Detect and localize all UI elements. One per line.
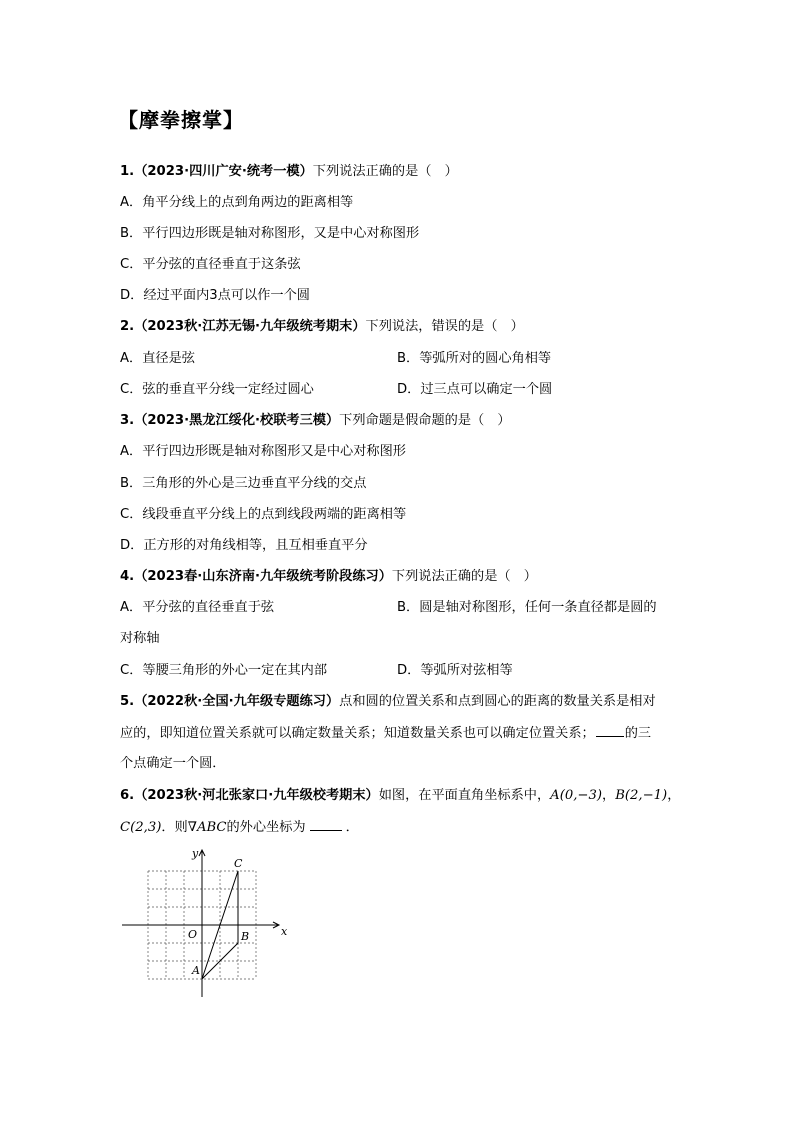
question-text: 点和圆的位置关系和点到圆心的距离的数量关系是相对 bbox=[339, 694, 656, 709]
option-b: B．平行四边形既是轴对称图形，又是中心对称图形 bbox=[120, 226, 420, 241]
question-source: （2023秋·江苏无锡·九年级统考期末） bbox=[134, 319, 366, 334]
point-a-label: A bbox=[192, 964, 200, 977]
question-text: 下列说法正确的是（ ） bbox=[391, 569, 537, 584]
point-b-label: B bbox=[241, 930, 250, 943]
option-c: C．平分弦的直径垂直于这条弦 bbox=[120, 257, 301, 272]
question-source: （2023·四川广安·统考一模） bbox=[134, 164, 313, 179]
question-5-line-3: 个点确定一个圆． bbox=[120, 756, 226, 771]
question-text: 如图，在平面直角坐标系中， bbox=[378, 788, 551, 803]
question-number: 1. bbox=[120, 164, 135, 179]
option-c: C．等腰三角形的外心一定在其内部 bbox=[120, 663, 328, 678]
answer-blank[interactable] bbox=[310, 818, 342, 831]
question-source: （2022秋·全国·九年级专题练习） bbox=[134, 694, 340, 709]
question-text: ．则 bbox=[161, 820, 188, 835]
axes bbox=[122, 850, 279, 997]
separator: ， bbox=[602, 788, 616, 803]
origin-label: O bbox=[188, 928, 198, 941]
option-c: C．线段垂直平分线上的点到线段两端的距离相等 bbox=[120, 507, 407, 522]
question-number: 6. bbox=[120, 788, 135, 803]
question-text: 下列说法，错误的是（ ） bbox=[365, 319, 524, 334]
x-axis-label: x bbox=[281, 925, 288, 938]
question-number: 3. bbox=[120, 413, 135, 428]
question-1-stem bbox=[120, 163, 458, 181]
option-d: D．经过平面内3点可以作一个圆 bbox=[120, 288, 310, 303]
coordinate-figure bbox=[118, 845, 293, 1000]
point-c-label: C bbox=[234, 857, 243, 870]
option-d: D．等弧所对弦相等 bbox=[397, 663, 513, 678]
triangle-symbol: ∇ABC bbox=[187, 820, 227, 835]
question-source: （2023春·山东济南·九年级统考阶段练习） bbox=[134, 569, 392, 584]
point-a-coordinates: A(0,−3) bbox=[550, 788, 603, 803]
question-6-line-2 bbox=[120, 818, 359, 837]
period: ． bbox=[345, 820, 359, 835]
option-a: A．平分弦的直径垂直于弦 bbox=[120, 600, 275, 615]
question-number: 4. bbox=[120, 569, 135, 584]
y-axis-label: y bbox=[192, 847, 199, 860]
question-source: （2023秋·河北张家口·九年级校考期末） bbox=[134, 788, 379, 803]
option-b: B．等弧所对的圆心角相等 bbox=[397, 351, 552, 366]
question-5-stem bbox=[120, 693, 656, 711]
option-d: D．过三点可以确定一个圆 bbox=[397, 382, 553, 397]
option-b: B．圆是轴对称图形，任何一条直径都是圆的 bbox=[397, 600, 657, 615]
point-b-coordinates: B(2,−1) bbox=[615, 788, 668, 803]
question-text: 下列命题是假命题的是（ ） bbox=[339, 413, 511, 428]
option-b-continued: 对称轴 bbox=[120, 631, 160, 646]
question-text: 的外心坐标为 bbox=[226, 820, 306, 835]
option-a: A．平行四边形既是轴对称图形又是中心对称图形 bbox=[120, 444, 406, 459]
option-a: A．直径是弦 bbox=[120, 351, 195, 366]
option-b: B．三角形的外心是三边垂直平分线的交点 bbox=[120, 476, 367, 491]
separator: ， bbox=[667, 788, 681, 803]
question-text: 的三 bbox=[624, 726, 652, 741]
question-number: 5. bbox=[120, 694, 135, 709]
question-6-stem bbox=[120, 787, 680, 805]
question-5-line-2 bbox=[120, 724, 651, 743]
point-c-coordinates: C(2,3) bbox=[120, 820, 162, 835]
option-d: D．正方形的对角线相等，且互相垂直平分 bbox=[120, 538, 368, 553]
question-2-stem bbox=[120, 318, 524, 336]
section-title: 【摩拳擦掌】 bbox=[118, 108, 244, 132]
option-c: C．弦的垂直平分线一定经过圆心 bbox=[120, 382, 314, 397]
question-text: 应的，即知道位置关系就可以确定数量关系；知道数量关系也可以确定位置关系； bbox=[120, 726, 595, 741]
option-a: A．角平分线上的点到角两边的距离相等 bbox=[120, 195, 354, 210]
question-4-stem bbox=[120, 568, 537, 586]
question-text: 下列说法正确的是（ ） bbox=[312, 164, 458, 179]
answer-blank[interactable] bbox=[596, 724, 624, 737]
question-number: 2. bbox=[120, 319, 135, 334]
question-source: （2023·黑龙江绥化·校联考三模） bbox=[134, 413, 340, 428]
question-3-stem bbox=[120, 412, 511, 430]
